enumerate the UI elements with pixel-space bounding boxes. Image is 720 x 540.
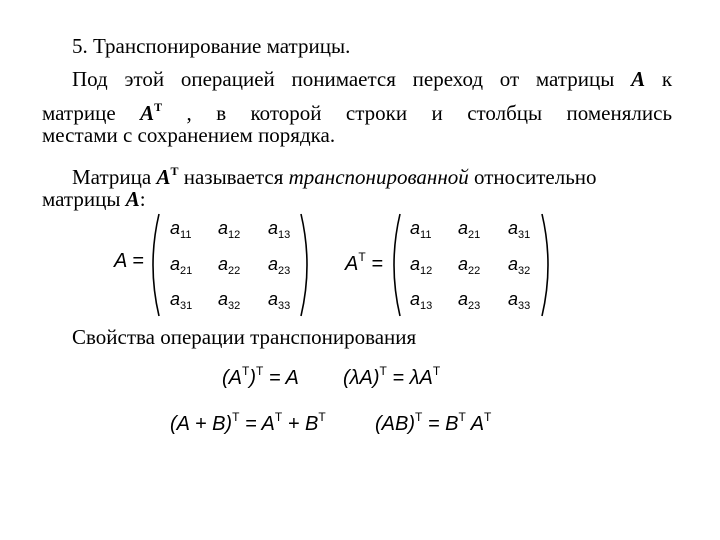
- matrix-entry: $a_{23}$: [458, 289, 481, 312]
- matrix-entry: $a_{13}$: [410, 289, 433, 312]
- matrix-symbol-a: A: [631, 67, 646, 91]
- paragraph-2-line-2: матрицы A:: [42, 187, 146, 211]
- paragraph-1-line-3: местами с сохранением порядка.: [42, 123, 336, 147]
- matrix-entry: $a_{11}$: [170, 218, 192, 241]
- matrix-entry: $a_{31}$: [170, 289, 193, 312]
- matrix-entry: $a_{32}$: [508, 254, 531, 277]
- matrix-entry: $a_{23}$: [268, 254, 291, 277]
- matrix-symbol-at: $A^T$: [156, 164, 179, 189]
- matrix-entry: $a_{33}$: [508, 289, 531, 312]
- section-heading: 5. Транспонирование матрицы.: [72, 34, 351, 58]
- formula-scalar-transpose: $(\lambda A)^T = \lambda A^T$: [343, 364, 441, 389]
- matrix-entry: $a_{31}$: [508, 218, 531, 241]
- formula-product-transpose: $(AB)^T = B^T$ $A^T$: [375, 410, 492, 435]
- matrix-entry: $a_{11}$: [410, 218, 432, 241]
- matrix-entry: $a_{32}$: [218, 289, 241, 312]
- matrix-entry: $a_{21}$: [170, 254, 193, 277]
- paragraph-1-line-2: матрице $A^T$ , в которой строки и столбцы поменялись: [42, 100, 673, 125]
- matrix-entry: $a_{22}$: [458, 254, 481, 277]
- matrix-symbol-at: $A^T$: [140, 100, 163, 125]
- matrix-entry: $a_{33}$: [268, 289, 291, 312]
- matrix-entry: $a_{22}$: [218, 254, 241, 277]
- matrix-entry: $a_{13}$: [268, 218, 291, 241]
- matrix-entry: $a_{12}$: [218, 218, 241, 241]
- matrix-entry: $a_{12}$: [410, 254, 433, 277]
- matrix-entry: $a_{21}$: [458, 218, 481, 241]
- properties-heading: Свойства операции транспонирования: [72, 325, 417, 349]
- paragraph-1-line-1: Под этой операцией понимается переход от матрицы A к: [72, 67, 673, 91]
- matrix-at-label: $A^T$ =: [345, 250, 383, 275]
- formula-double-transpose: $(A^T)^T = A$: [222, 364, 299, 389]
- matrix-a-label: A =: [114, 250, 144, 272]
- term-transposed: транспонированной: [288, 165, 469, 189]
- formula-sum-transpose: $(A + B)^T = A^T + B^T$: [170, 410, 326, 435]
- paragraph-2-line-1: Матрица $A^T$ называется транспонированной относительно: [72, 164, 597, 189]
